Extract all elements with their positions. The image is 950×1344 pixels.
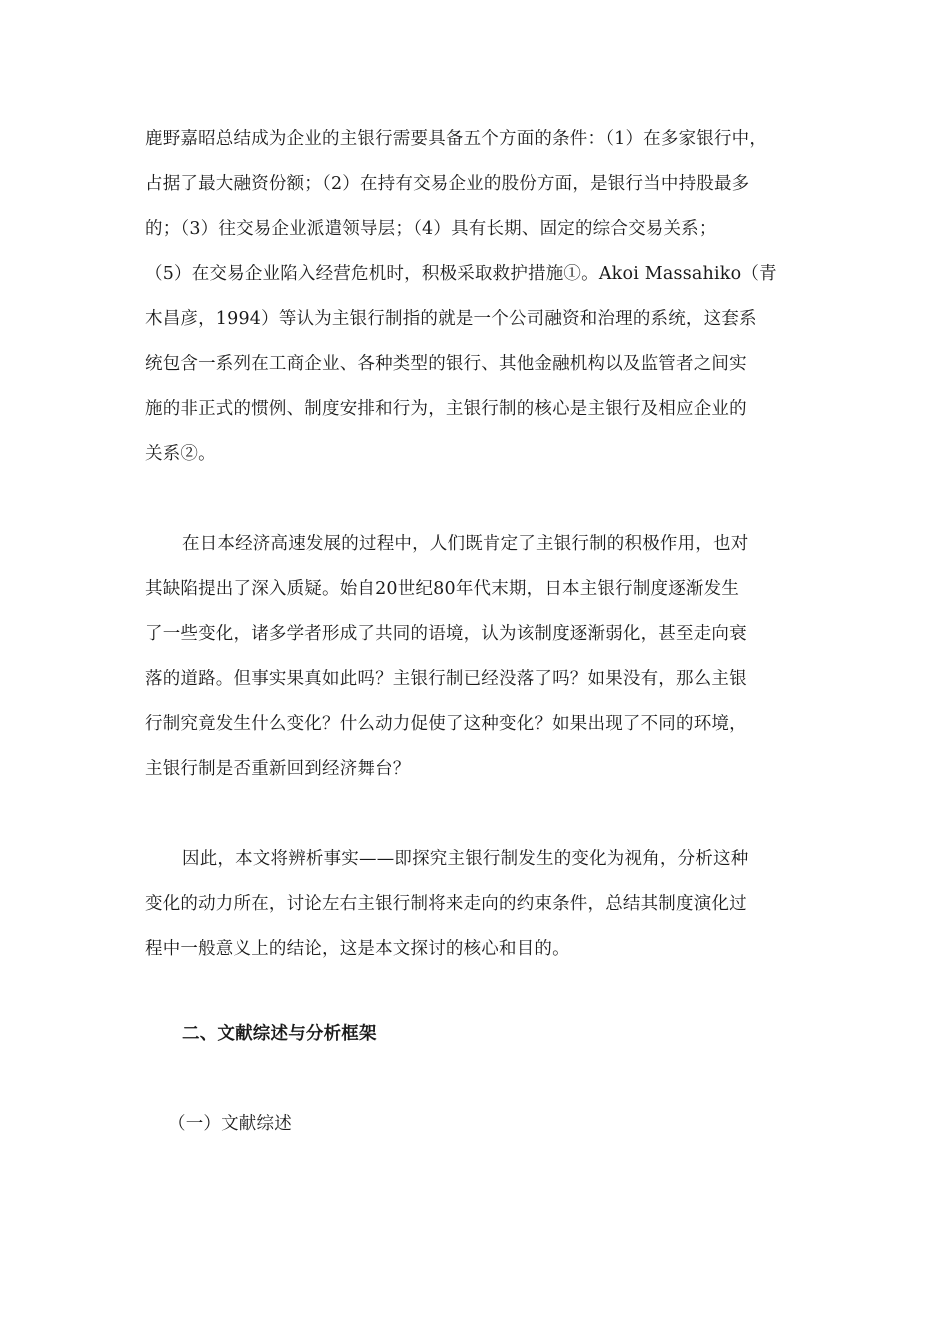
paragraph-line: 关系②。 <box>145 444 216 464</box>
paragraph-line: 占据了最大融资份额；（2）在持有交易企业的股份方面，是银行当中持股最多 <box>145 174 750 194</box>
paragraph-line: 统包含一系列在工商企业、各种类型的银行、其他金融机构以及监管者之间实 <box>145 354 747 374</box>
paragraph-line: 的；（3）往交易企业派遣领导层；（4）具有长期、固定的综合交易关系； <box>145 219 717 239</box>
paragraph-line: 变化的动力所在，讨论左右主银行制将来走向的约束条件，总结其制度演化过 <box>145 894 747 914</box>
subsection-heading: （一）文献综述 <box>168 1114 292 1134</box>
paragraph-line: 行制究竟发生什么变化？什么动力促使了这种变化？如果出现了不同的环境， <box>145 714 747 734</box>
paragraph-line: 主银行制是否重新回到经济舞台？ <box>145 759 411 779</box>
paragraph-line: 其缺陷提出了深入质疑。始自20世纪80年代末期，日本主银行制度逐渐发生 <box>145 579 740 599</box>
paragraph-line: 鹿野嘉昭总结成为企业的主银行需要具备五个方面的条件：（1）在多家银行中， <box>145 129 768 149</box>
paragraph-line: 在日本经济高速发展的过程中，人们既肯定了主银行制的积极作用，也对 <box>182 534 749 554</box>
paragraph-line: 落的道路。但事实果真如此吗？主银行制已经没落了吗？如果没有，那么主银 <box>145 669 747 689</box>
paragraph-line: 木昌彦，1994）等认为主银行制指的就是一个公司融资和治理的系统，这套系 <box>145 309 757 329</box>
paragraph-line: 施的非正式的惯例、制度安排和行为，主银行制的核心是主银行及相应企业的 <box>145 399 747 419</box>
section-heading: 二、文献综述与分析框架 <box>182 1024 377 1044</box>
paragraph-line: 因此，本文将辨析事实——即探究主银行制发生的变化为视角，分析这种 <box>182 849 749 869</box>
paragraph-line: 程中一般意义上的结论，这是本文探讨的核心和目的。 <box>145 939 570 959</box>
paragraph-line: （5）在交易企业陷入经营危机时，积极采取救护措施①。Akoi Massahiko（青 <box>145 264 777 284</box>
paragraph-line: 了一些变化，诸多学者形成了共同的语境，认为该制度逐渐弱化，甚至走向衰 <box>145 624 747 644</box>
